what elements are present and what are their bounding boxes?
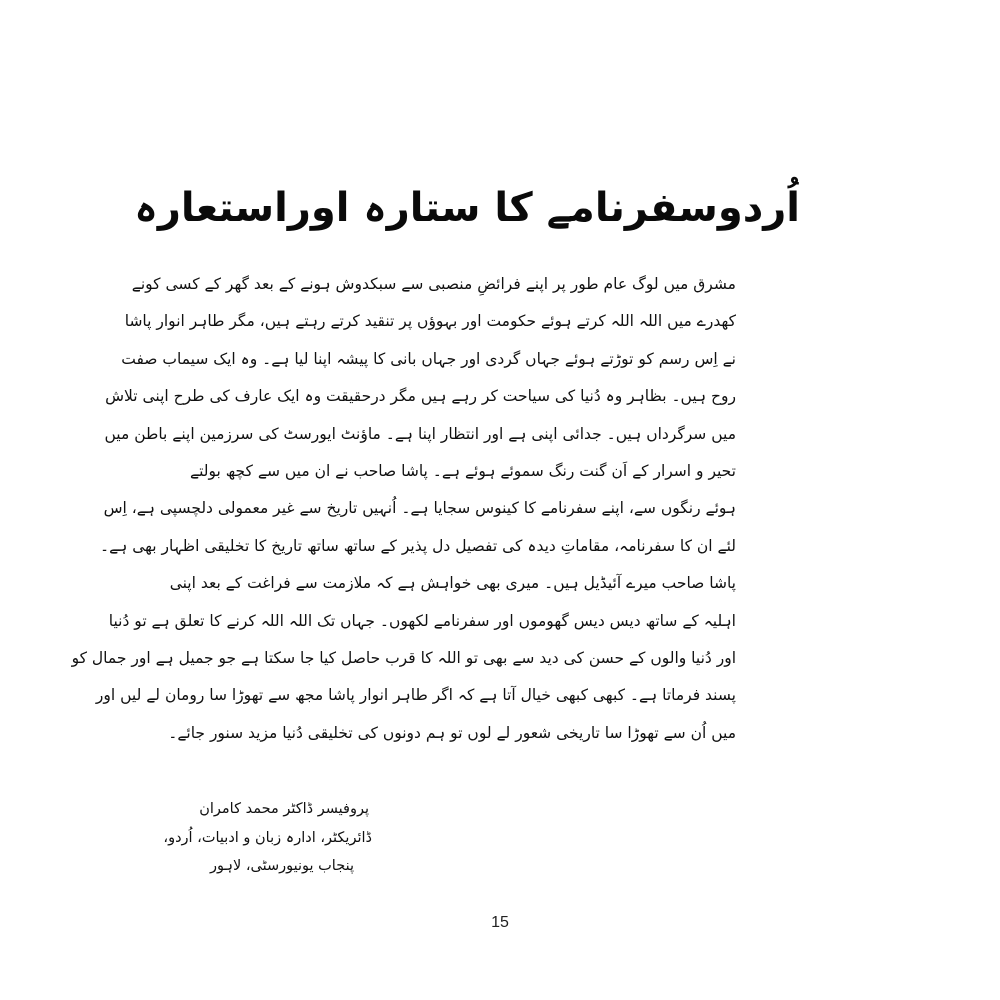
paragraph-line: میں اُن سے تھوڑا سا تاریخی شعور لے لوں تو ہم دونوں کی تخلیقی دُنیا مزید سنور جائے۔ (168, 723, 736, 742)
author-organization: پنجاب یونیورسٹی، لاہور (209, 858, 354, 874)
author-role: ڈائریکٹر، ادارہ زبان و ادبیات، اُردو، (163, 830, 372, 846)
page-number: 15 (491, 914, 509, 931)
author-name: پروفیسر ڈاکٹر محمد کامران (199, 801, 369, 817)
paragraph-line: اہلیہ کے ساتھ دیس دیس گھوموں اور سفرنامے لکھوں۔ جہاں تک اللہ اللہ کرنے کا تعلق ہے تو دُنیا (108, 611, 736, 630)
paragraph-line: تحیر و اسرار کے اَن گنت رنگ سموئے ہوئے ہے۔ پاشا صاحب نے ان میں سے کچھ بولتے (190, 461, 736, 480)
paragraph-line: اور دُنیا والوں کے حسن کی دید سے بھی تو اللہ کا قرب حاصل کیا جا سکتا ہے جو جمیل ہے اور جمال کو (71, 648, 736, 667)
paragraph-line: ہوئے رنگوں سے، اپنے سفرنامے کا کینوس سجایا ہے۔ اُنہیں تاریخ سے غیر معمولی دلچسپی ہے، اِس (103, 499, 736, 518)
paragraph-line: روح ہیں۔ بظاہر وہ دُنیا کی سیاحت کر رہے ہیں مگر درحقیقت وہ ایک عارف کی طرح اپنی تلاش (105, 387, 736, 406)
paragraph-line: مشرق میں لوگ عام طور پر اپنے فرائضِ منصبی سے سبکدوش ہونے کے بعد گھر کے کسی کونے (131, 275, 736, 293)
paragraph-line: نے اِس رسم کو توڑتے ہوئے جہاں گردی اور جہاں بانی کا پیشہ اپنا لیا ہے۔ وہ ایک سیماب صفت (121, 349, 736, 368)
chapter-title: اُردوسفرنامے کا ستارہ اوراستعارہ (134, 185, 800, 231)
paragraph-line: پسند فرماتا ہے۔ کبھی کبھی خیال آتا ہے کہ اگر طاہر انوار پاشا مجھ سے تھوڑا سا رومان لے لیں اور (95, 686, 736, 705)
body-paragraph (71, 266, 736, 752)
paragraph-line: کھدرے میں اللہ اللہ کرتے ہوئے حکومت اور بہوؤں پر تنقید کرتے رہتے ہیں، مگر طاہر انوار پاشا (124, 312, 736, 331)
paragraph-line: میں سرگرداں ہیں۔ جدائی اپنی ہے اور انتظار اپنا ہے۔ ماؤنٹ ایورسٹ کی سرزمین اپنے باطن میں (104, 424, 736, 443)
paragraph-line: لئے ان کا سفرنامہ، مقاماتِ دیدہ کی تفصیل دل پذیر کے ساتھ ساتھ تاریخ کا تخلیقی اظہار بھی ہے۔ (100, 536, 736, 555)
paragraph-line: پاشا صاحب میرے آئیڈیل ہیں۔ میری بھی خواہش ہے کہ ملازمت سے فراغت کے بعد اپنی (169, 574, 736, 593)
